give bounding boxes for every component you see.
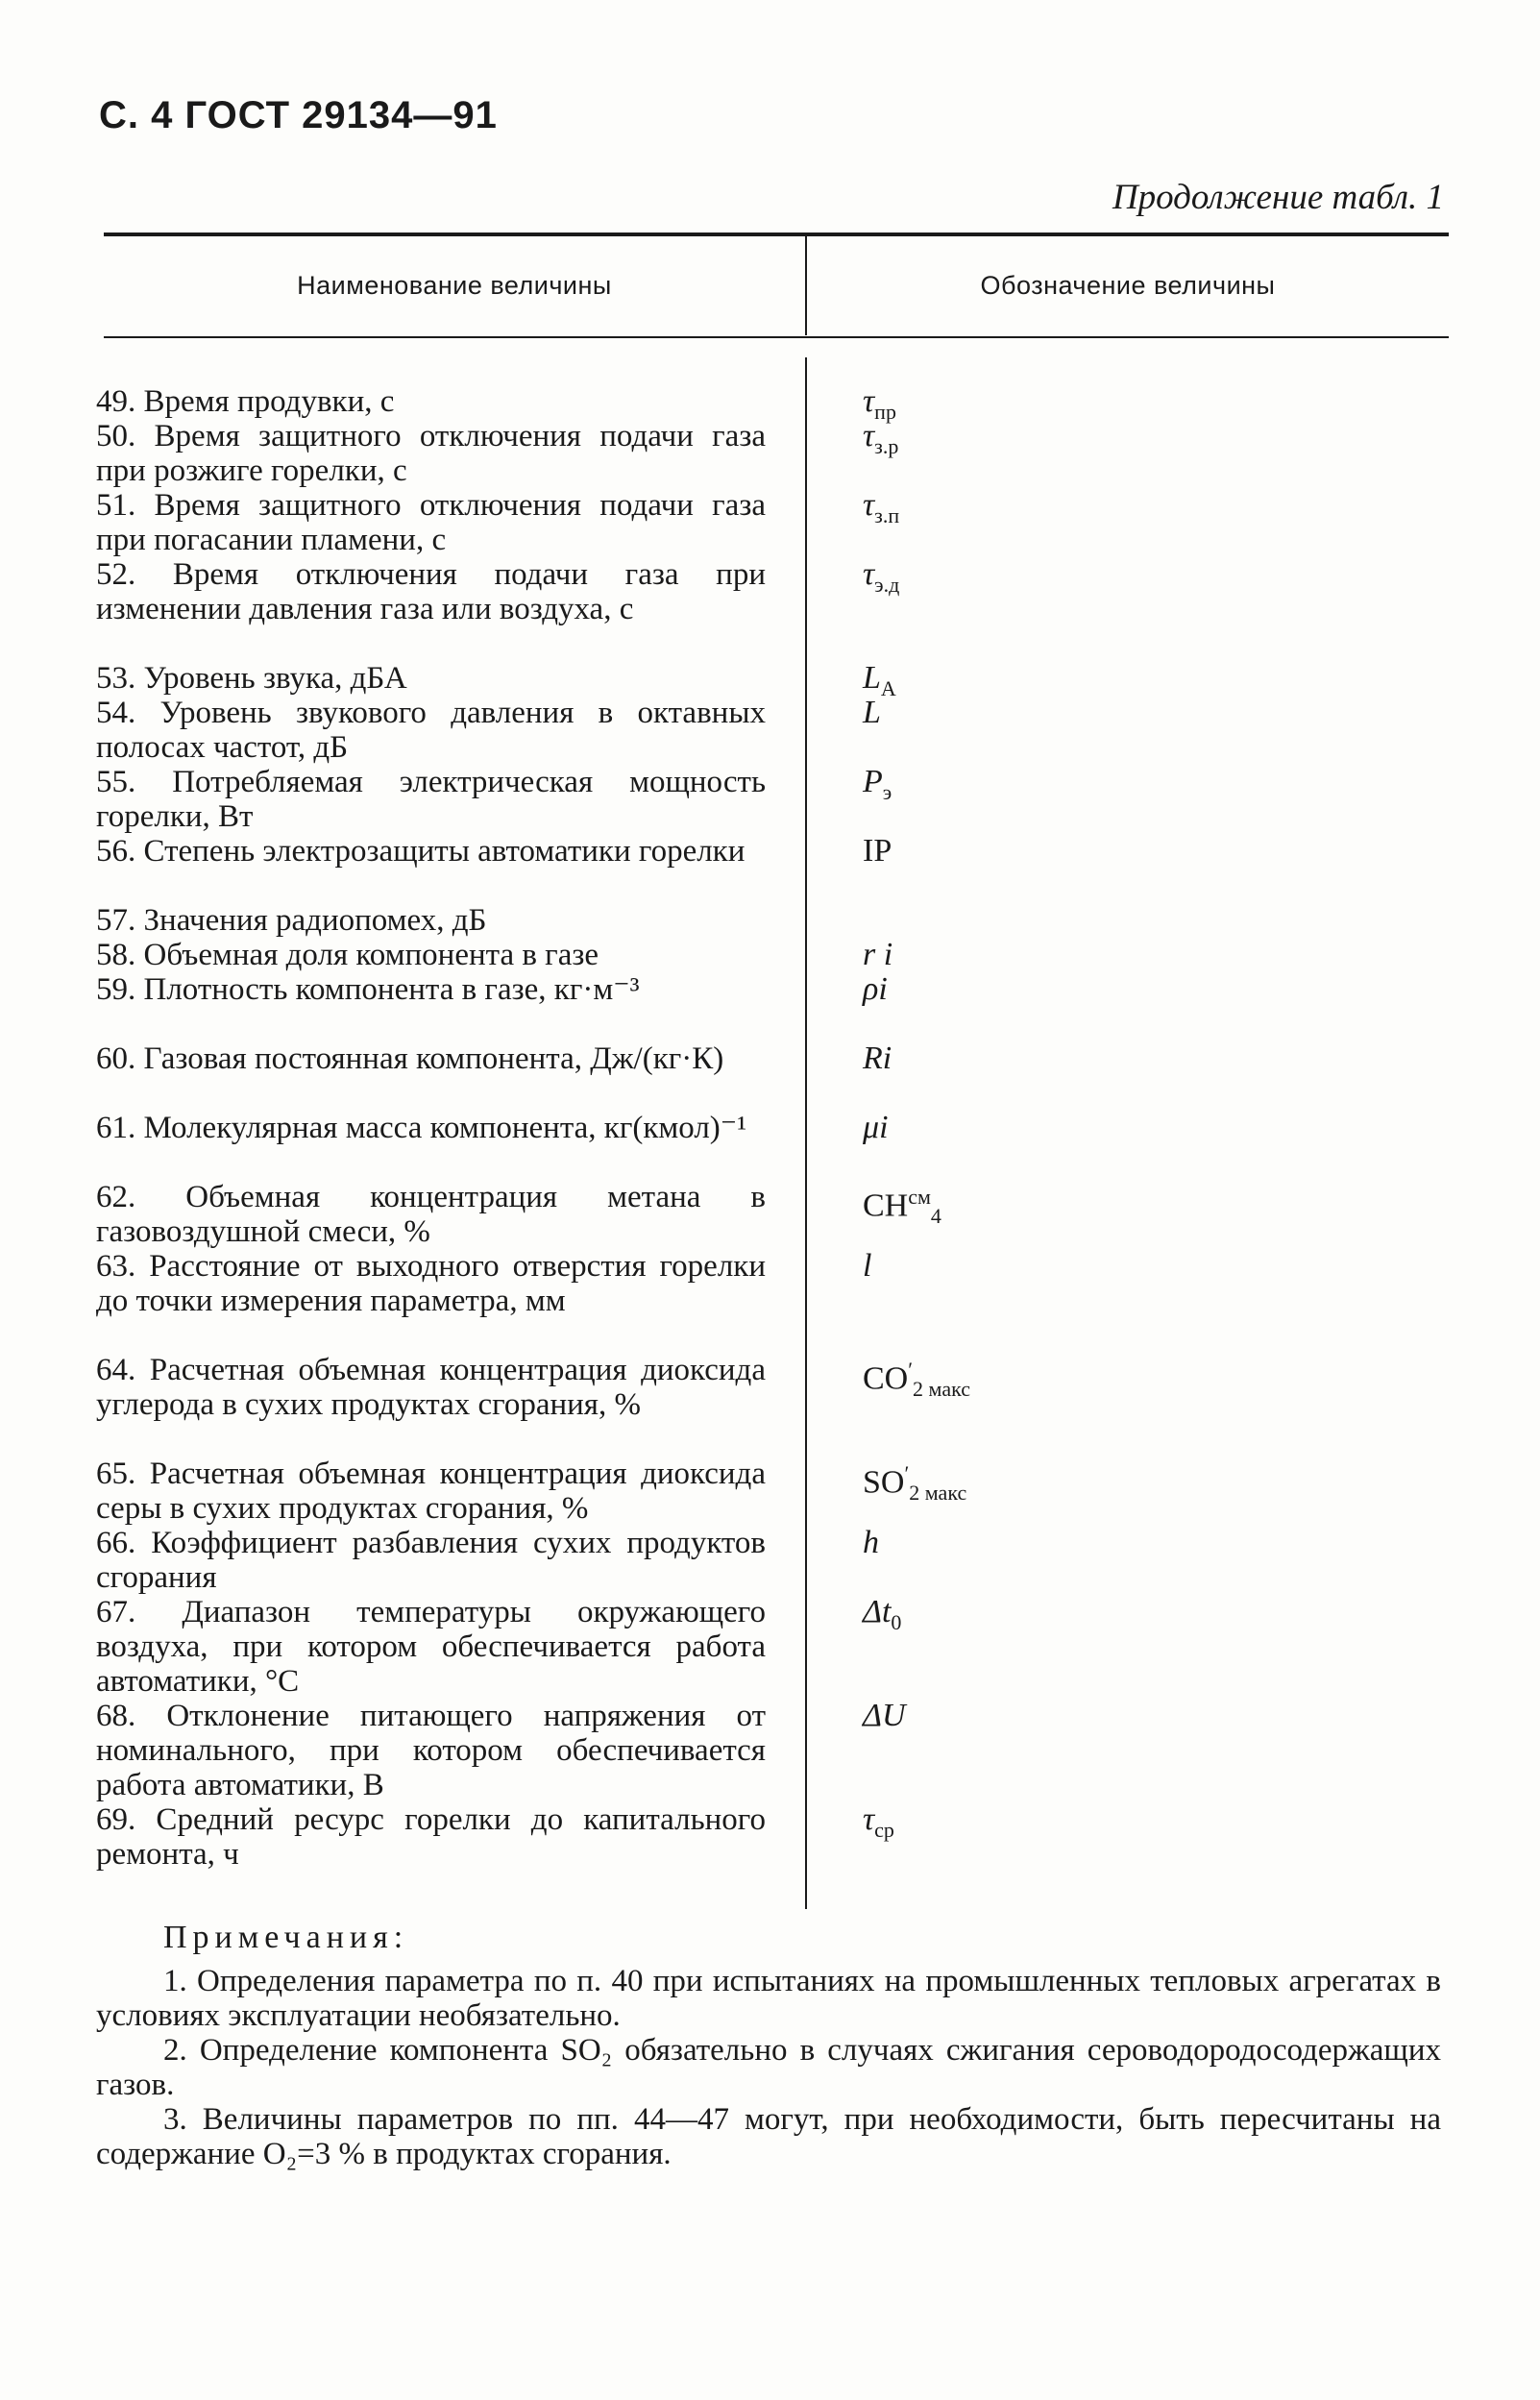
row-symbol [863, 488, 899, 533]
row-symbol [863, 765, 892, 810]
symbol-subscript: 2 макс [909, 1481, 967, 1506]
row-name: 53. Уровень звука, дБА [96, 661, 407, 696]
symbol-main: τ [863, 418, 875, 453]
symbol-main: CO [863, 1360, 909, 1397]
symbol-main: τ [863, 383, 875, 419]
symbol-main: τ [863, 556, 875, 592]
symbol-main: l [863, 1248, 872, 1284]
row-name: 54. Уровень звукового давления в октавных полосах частот, дБ [96, 696, 766, 765]
symbol-main: IP [863, 833, 892, 869]
column-header-symbol: Обозначение величины [980, 271, 1276, 300]
table-continuation-label: Продолжение табл. 1 [1112, 178, 1444, 217]
row-symbol [863, 1595, 901, 1640]
row-name: 52. Время отключения подачи газа при изменении давления газа или воздуха, с [96, 557, 766, 626]
symbol-superscript: ′ [904, 1461, 910, 1485]
row-name: 62. Объемная концентрация метана в газовоздушной смеси, % [96, 1180, 766, 1249]
body-column-divider [805, 357, 807, 1909]
symbol-subscript: э [882, 779, 892, 804]
symbol-subscript: з.р [874, 433, 899, 458]
row-name: 61. Молекулярная масса компонента, кг(кмол)⁻¹ [96, 1111, 747, 1145]
row-symbol [863, 1457, 966, 1510]
symbol-main: τ [863, 487, 875, 523]
row-name: 49. Время продувки, с [96, 384, 395, 419]
note-3: 3. Величины параметров по пп. 44—47 могут, при необходимости, быть пересчитаны на содержание O₂=3 % в продуктах сгорания. [96, 2102, 1441, 2171]
row-name: 68. Отклонение питающего напряжения от номинального, при котором обеспечивается работа автоматики, В [96, 1699, 766, 1802]
symbol-superscript: ′ [908, 1358, 914, 1382]
symbol-main: τ [863, 1801, 875, 1837]
symbol-subscript: ср [874, 1817, 894, 1842]
row-symbol [863, 938, 892, 972]
row-symbol [863, 1111, 889, 1145]
symbol-subscript: з.п [874, 502, 900, 527]
row-symbol [863, 1041, 892, 1076]
notes-title: Примечания: [163, 1920, 409, 1955]
row-symbol [863, 1699, 906, 1733]
symbol-subscript: э.д [874, 572, 900, 597]
symbol-superscript: см [908, 1185, 931, 1209]
row-symbol [863, 1353, 970, 1407]
row-name: 58. Объемная доля компонента в газе [96, 938, 599, 972]
table-header-rule [104, 336, 1449, 338]
row-name: 65. Расчетная объемная концентрация диоксида серы в сухих продуктах сгорания, % [96, 1457, 766, 1526]
symbol-main: h [863, 1525, 879, 1560]
row-name: 60. Газовая постоянная компонента, Дж/(кг·К) [96, 1041, 724, 1076]
page-header: С. 4 ГОСТ 29134—91 [99, 94, 498, 136]
note-1: 1. Определения параметра по п. 40 при испытаниях на промышленных тепловых агрегатах в условиях эксплуатации необязательно. [96, 1964, 1441, 2033]
row-name: 69. Средний ресурс горелки до капитального ремонта, ч [96, 1802, 766, 1872]
row-symbol [863, 696, 881, 730]
symbol-main: ρi [863, 971, 888, 1007]
row-symbol [863, 557, 899, 602]
row-symbol [863, 1180, 941, 1234]
symbol-subscript: 4 [930, 1204, 941, 1229]
row-name: 64. Расчетная объемная концентрация диоксида углерода в сухих продуктах сгорания, % [96, 1353, 766, 1422]
symbol-main: SO [863, 1464, 905, 1501]
symbol-main: Ri [863, 1041, 892, 1076]
row-name: 56. Степень электрозащиты автоматики горелки [96, 834, 746, 869]
row-name: 55. Потребляемая электрическая мощность горелки, Вт [96, 765, 766, 834]
note-2: 2. Определение компонента SO₂ обязательно в случаях сжигания сероводородосодержащих газов. [96, 2033, 1441, 2102]
row-symbol [863, 972, 888, 1007]
symbol-subscript: 2 макс [913, 1377, 970, 1402]
symbol-main: L [863, 660, 881, 696]
row-symbol [863, 834, 892, 869]
row-name: 57. Значения радиопомех, дБ [96, 903, 487, 938]
row-symbol [863, 1249, 871, 1284]
row-name: 63. Расстояние от выходного отверстия горелки до точки измерения параметра, мм [96, 1249, 766, 1318]
row-name: 59. Плотность компонента в газе, кг·м⁻³ [96, 972, 640, 1007]
symbol-main: Δt [863, 1594, 892, 1629]
symbol-subscript: 0 [891, 1609, 902, 1634]
symbol-main: CH [863, 1188, 909, 1224]
symbol-main: μi [863, 1110, 889, 1145]
row-name: 50. Время защитного отключения подачи газа при розжиге горелки, с [96, 419, 766, 488]
row-symbol [863, 419, 898, 464]
symbol-subscript: пр [874, 399, 896, 424]
row-symbol [863, 1526, 879, 1560]
column-header-name: Наименование величины [297, 271, 612, 300]
row-name: 51. Время защитного отключения подачи газа при погасании пламени, с [96, 488, 766, 557]
symbol-main: P [863, 764, 883, 799]
row-name: 67. Диапазон температуры окружающего воздуха, при котором обеспечивается работа автоматики, °С [96, 1595, 766, 1699]
symbol-main: L [863, 695, 881, 730]
row-symbol [863, 1802, 894, 1848]
row-name: 66. Коэффициент разбавления сухих продуктов сгорания [96, 1526, 766, 1595]
table-top-rule [104, 233, 1449, 236]
symbol-main: r i [863, 937, 893, 972]
symbol-main: ΔU [863, 1698, 906, 1733]
symbol-subscript: A [880, 675, 896, 700]
